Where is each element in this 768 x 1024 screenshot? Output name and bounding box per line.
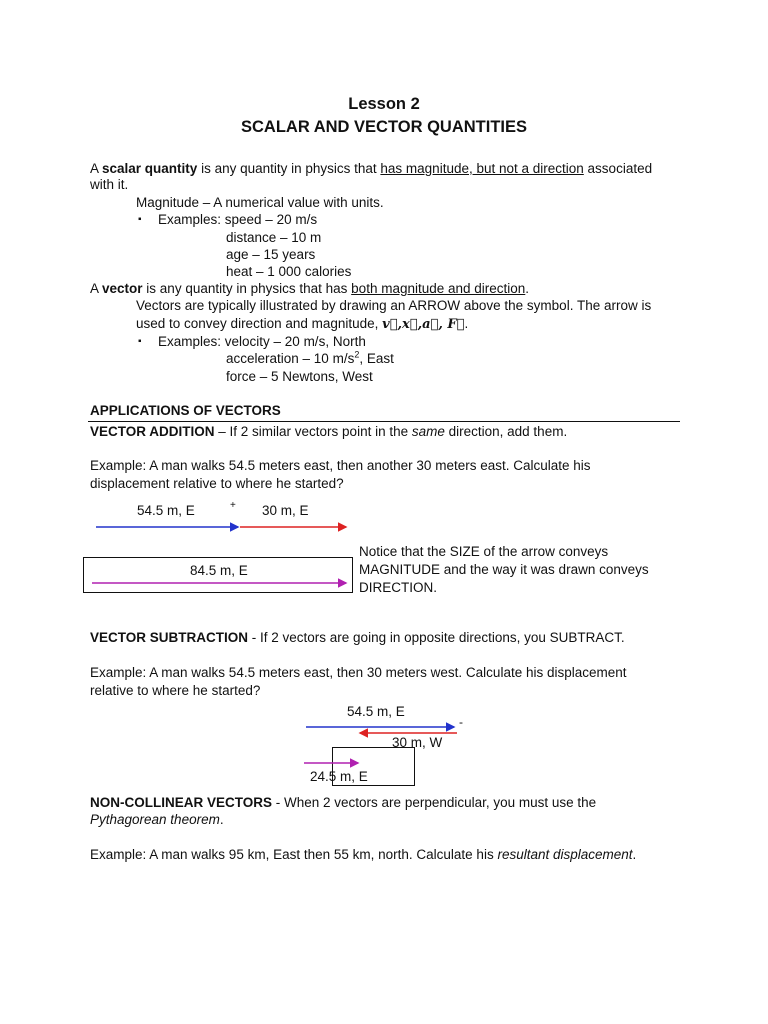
addition-label-first: 54.5 m, E: [137, 503, 195, 518]
example1-line1: Example: A man walks 54.5 meters east, then another 30 meters east. Calculate his: [90, 458, 591, 473]
noncollinear-line2: Pythagorean theorem.: [90, 812, 224, 827]
plus-sign: +: [230, 500, 236, 511]
minus-sign: -: [459, 715, 463, 729]
bullet-icon: ▪: [138, 336, 142, 347]
example2-line2: relative to where he started?: [90, 683, 261, 698]
vector-subtraction-text: VECTOR SUBTRACTION - If 2 vectors are going in opposite directions, you SUBTRACT.: [90, 630, 625, 645]
notice-line2: MAGNITUDE and the way it was drawn conveys: [359, 562, 649, 577]
addition-label-second: 30 m, E: [262, 503, 309, 518]
notice-line3: DIRECTION.: [359, 580, 438, 595]
scalar-definition-line1: A scalar quantity is any quantity in physics that has magnitude, but not a direction associated: [90, 161, 653, 176]
bullet-icon: ▪: [138, 214, 142, 225]
vector-example-acceleration: acceleration – 10 $m/s^2$, East: [226, 349, 394, 366]
scalar-example-heat: heat – 1 000 calories: [226, 264, 352, 279]
vector-definition: A vector is any quantity in physics that has both magnitude and direction.: [90, 281, 530, 296]
example1-line2: displacement relative to where he started?: [90, 476, 344, 491]
lesson-label: Lesson 2: [348, 95, 420, 113]
vector-example-force: force – 5 Newtons, West: [226, 369, 373, 384]
scalar-example-distance: distance – 10 m: [226, 230, 322, 245]
notice-line1: Notice that the SIZE of the arrow conveys: [359, 544, 609, 559]
subtraction-result-label: 24.5 m, E: [310, 769, 368, 784]
vector-example-velocity: Examples: velocity – 20 m/s, North: [158, 334, 366, 349]
vector-description-line1: Vectors are typically illustrated by drawing an ARROW above the symbol. The arrow is: [136, 298, 652, 313]
subtraction-label-first: 54.5 m, E: [347, 704, 405, 719]
magnitude-definition: Magnitude – A numerical value with units.: [136, 195, 384, 210]
vector-symbols: v⃗,x⃗,a⃗, F⃗: [382, 317, 465, 332]
scalar-example-age: age – 15 years: [226, 247, 316, 262]
page-title: SCALAR AND VECTOR QUANTITIES: [240, 118, 527, 136]
example3-text: Example: A man walks 95 km, East then 55 km, north. Calculate his resultant displacement.: [90, 847, 637, 862]
example2-line1: Example: A man walks 54.5 meters east, then 30 meters west. Calculate his displacement: [90, 665, 627, 680]
addition-result-label: 84.5 m, E: [190, 563, 248, 578]
vector-addition-text: VECTOR ADDITION – If 2 similar vectors point in the same direction, add them.: [90, 424, 568, 439]
scalar-example-speed: Examples: speed – 20 m/s: [158, 212, 318, 227]
subtraction-label-second: 30 m, W: [392, 735, 443, 750]
applications-heading: APPLICATIONS OF VECTORS: [90, 403, 281, 418]
scalar-definition-line2: with it.: [90, 177, 129, 192]
vector-description-line2: used to convey direction and magnitude, v⃗,x⃗,a⃗, F⃗.: [136, 316, 469, 332]
noncollinear-line1: NON-COLLINEAR VECTORS - When 2 vectors are perpendicular, you must use the: [90, 795, 597, 810]
